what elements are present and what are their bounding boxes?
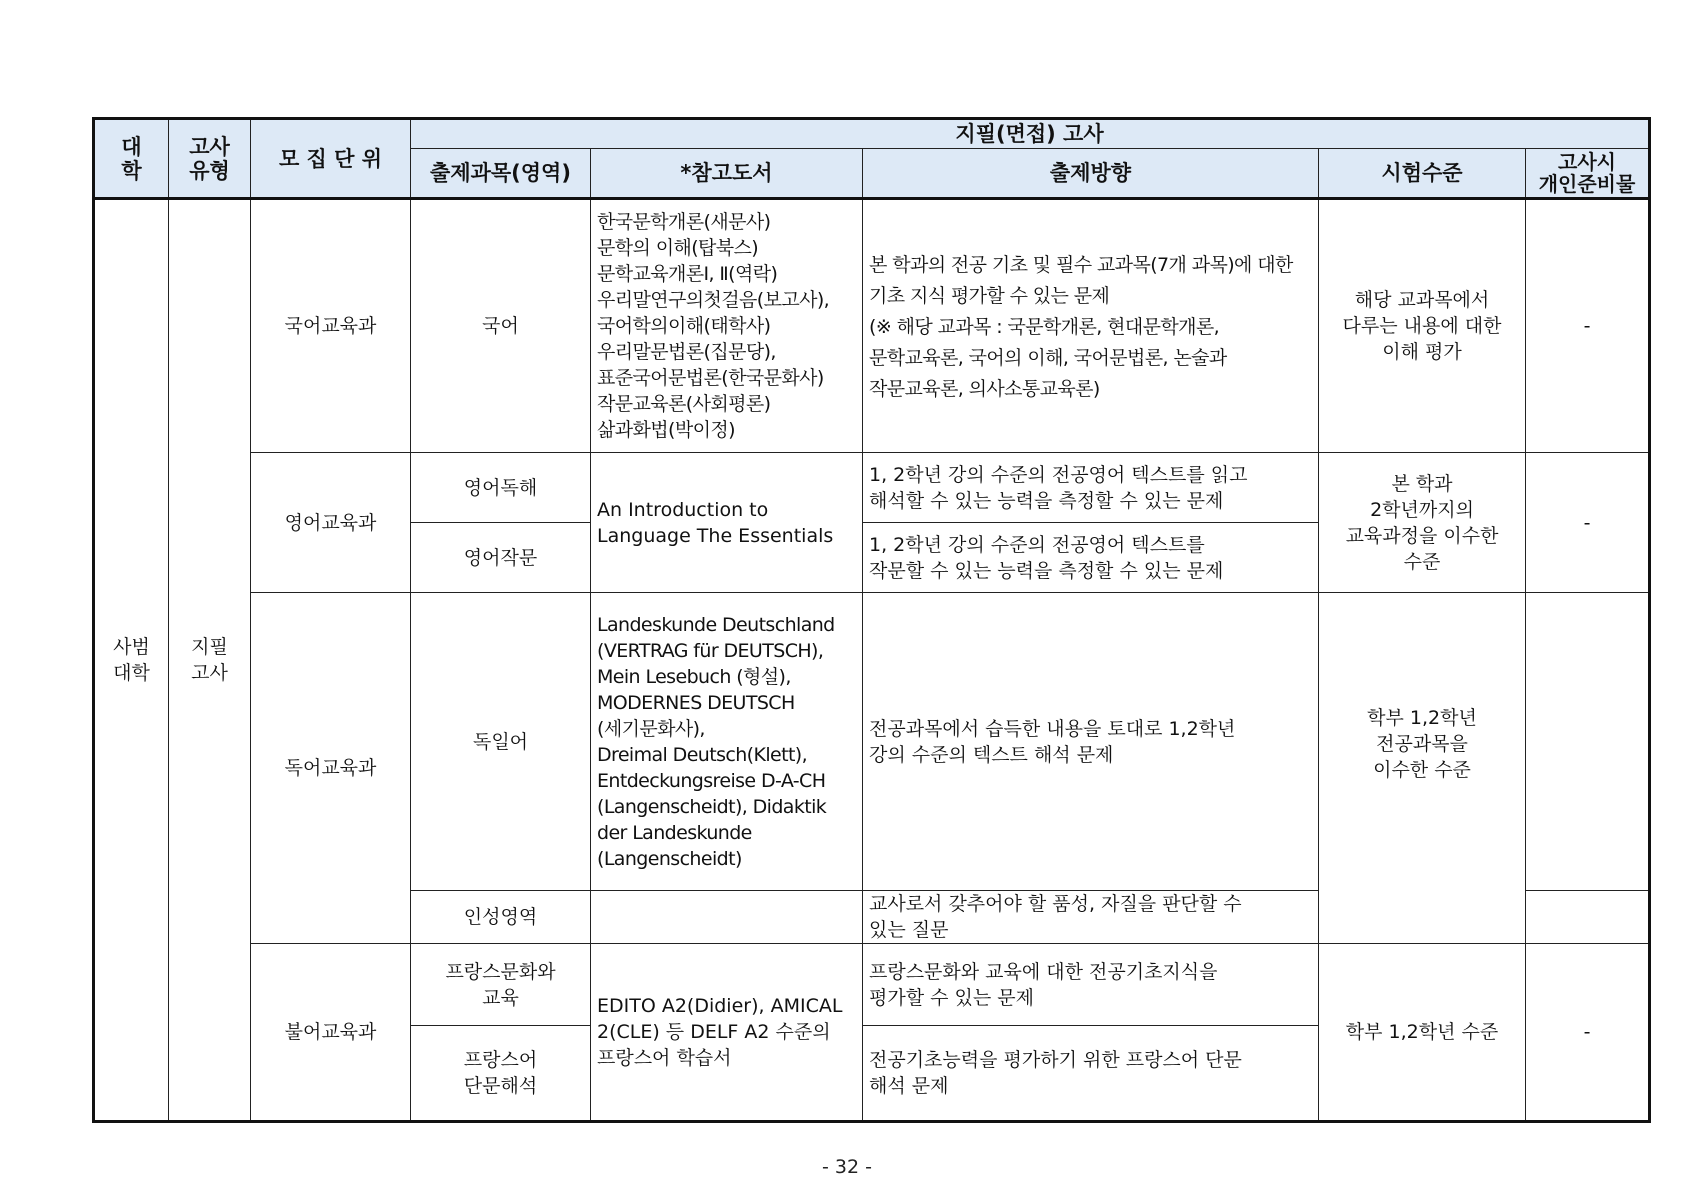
header-level: 시험수준 [1319, 149, 1526, 199]
level-german: 학부 1,2학년 전공과목을 이수한 수준 [1319, 593, 1526, 944]
reference-german-personality [591, 891, 863, 944]
prep-english: - [1526, 453, 1650, 593]
table-header [94, 119, 1650, 199]
direction-korean: 본 학과의 전공 기초 및 필수 교과목(7개 과목)에 대한 기초 지식 평가할 수 있는 문제 (※ 해당 교과목 : 국문학개론, 현대문학개론, 문학교육론, 국어의 이해, 국어문법론, 논술과 작문교육론, 의사소통교육론) [863, 199, 1319, 453]
header-prep: 고사시 개인준비물 [1526, 149, 1650, 199]
header-subject: 출제과목(영역) [411, 149, 591, 199]
subject-english-reading: 영어독해 [411, 453, 591, 523]
header-exam-type: 고사 유형 [169, 119, 251, 199]
reference-french: EDITO A2(Didier), AMICAL 2(CLE) 등 DELF A2 수준의 프랑스어 학습서 [591, 944, 863, 1122]
exam-table [92, 117, 1651, 1123]
direction-french-translation: 전공기초능력을 평가하기 위한 프랑스어 단문 해석 문제 [863, 1026, 1319, 1122]
table-row-korean [94, 199, 1650, 453]
table-row-german-1 [94, 593, 1650, 891]
direction-german: 전공과목에서 습득한 내용을 토대로 1,2학년 강의 수준의 텍스트 해석 문제 [863, 593, 1319, 891]
direction-french-culture: 프랑스문화와 교육에 대한 전공기초지식을 평가할 수 있는 문제 [863, 944, 1319, 1026]
header-college: 대 학 [94, 119, 169, 199]
unit-english: 영어교육과 [251, 453, 411, 593]
subject-german-personality: 인성영역 [411, 891, 591, 944]
header-reference: *참고도서 [591, 149, 863, 199]
reference-english: An Introduction to Language The Essentials [591, 453, 863, 593]
header-direction: 출제방향 [863, 149, 1319, 199]
level-french: 학부 1,2학년 수준 [1319, 944, 1526, 1122]
table-row-french-1 [94, 944, 1650, 1026]
subject-french-culture: 프랑스문화와 교육 [411, 944, 591, 1026]
subject-french-translation: 프랑스어 단문해석 [411, 1026, 591, 1122]
prep-german [1526, 593, 1650, 891]
level-korean: 해당 교과목에서 다루는 내용에 대한 이해 평가 [1319, 199, 1526, 453]
unit-korean: 국어교육과 [251, 199, 411, 453]
prep-german-personality [1526, 891, 1650, 944]
prep-french: - [1526, 944, 1650, 1122]
direction-english-reading: 1, 2학년 강의 수준의 전공영어 텍스트를 읽고 해석할 수 있는 능력을 측정할 수 있는 문제 [863, 453, 1319, 523]
college-cell: 사범 대학 [94, 199, 169, 1122]
unit-german: 독어교육과 [251, 593, 411, 944]
header-unit: 모 집 단 위 [251, 119, 411, 199]
table-row-english-1 [94, 453, 1650, 523]
reference-german: Landeskunde Deutschland (VERTRAG für DEUTSCH), Mein Lesebuch (형설), MODERNES DEUTSCH (세기문화사), Dreimal Deutsch(Klett), Entdeckungsreise D-A-CH (Langenscheidt), Didaktik der Landeskunde (Langenscheidt) [591, 593, 863, 891]
unit-french: 불어교육과 [251, 944, 411, 1122]
level-english: 본 학과 2학년까지의 교육과정을 이수한 수준 [1319, 453, 1526, 593]
direction-german-personality: 교사로서 갖추어야 할 품성, 자질을 판단할 수 있는 질문 [863, 891, 1319, 944]
header-group: 지필(면접) 고사 [411, 119, 1650, 149]
subject-german: 독일어 [411, 593, 591, 891]
subject-english-writing: 영어작문 [411, 523, 591, 593]
prep-korean: - [1526, 199, 1650, 453]
reference-korean: 한국문학개론(새문사) 문학의 이해(탑북스) 문학교육개론Ⅰ, Ⅱ(역락) 우리말연구의첫걸음(보고사), 국어학의이해(태학사) 우리말문법론(집문당), 표준국어문법론(한국문화사) 작문교육론(사회평론) 삶과화법(박이정) [591, 199, 863, 453]
exam-type-cell: 지필 고사 [169, 199, 251, 1122]
subject-korean: 국어 [411, 199, 591, 453]
page-number: - 32 - [822, 1156, 872, 1178]
direction-english-writing: 1, 2학년 강의 수준의 전공영어 텍스트를 작문할 수 있는 능력을 측정할 수 있는 문제 [863, 523, 1319, 593]
table-body [94, 199, 1650, 1122]
